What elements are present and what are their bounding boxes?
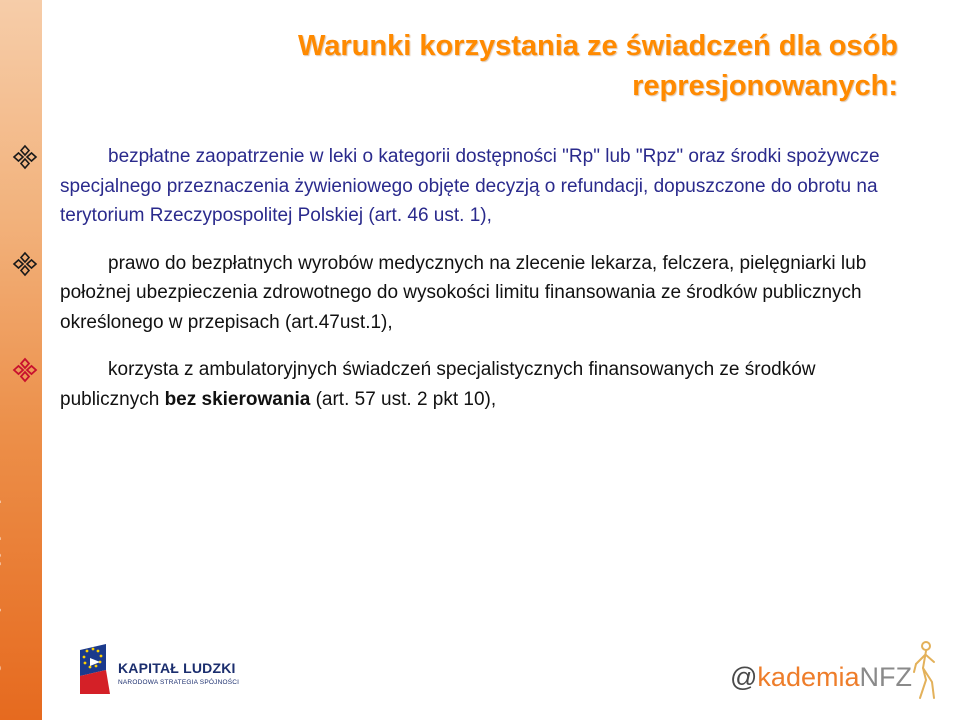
kapital-ludzki-logo bbox=[76, 642, 266, 696]
four-diamond-bullet-icon bbox=[12, 144, 38, 170]
bullet-item-1 bbox=[60, 142, 920, 231]
page-title bbox=[198, 26, 898, 106]
bullet-1-text: bezpłatne zaopatrzenie w leki o kategorii dostępności "Rp" lub "Rpz" oraz środki spożywcze specjalnego przeznaczenia żywieniowego objęte decyzją o refundacji, dopuszczone do obrotu na terytorium Rzeczypospolitej Polskiej (art. 46 ust. 1), bbox=[60, 146, 880, 226]
kapital-ludzki-subtitle: NARODOWA STRATEGIA SPÓJNOŚCI bbox=[118, 679, 240, 686]
bullet-3-text-after: (art. 57 ust. 2 pkt 10), bbox=[310, 388, 497, 410]
akademia-nfz-text bbox=[730, 662, 912, 693]
akademia-at-sign: @ bbox=[730, 662, 758, 692]
four-diamond-bullet-icon bbox=[12, 357, 38, 383]
bullet-item-2 bbox=[60, 249, 920, 338]
bullet-3-text-bold: bez skierowania bbox=[164, 388, 311, 410]
bullet-item-3 bbox=[60, 355, 920, 414]
akademia-nfz-logo bbox=[720, 640, 950, 706]
nfz-word: NFZ bbox=[859, 662, 912, 692]
bullet-list bbox=[60, 142, 920, 432]
title-line-1: Warunki korzystania ze świadczeń dla osób bbox=[297, 30, 898, 62]
akademia-word: kademia bbox=[757, 662, 860, 692]
eu-flag-stars-icon bbox=[76, 642, 114, 696]
bullet-3-text-before: korzysta z ambulatoryjnych świadczeń specjalistycznych finansowanych ze środków publicznych bbox=[60, 359, 816, 410]
bullet-2-text: prawo do bezpłatnych wyrobów medycznych na zlecenie lekarza, felczera, pielęgniarki lub położnej ubezpieczenia zdrowotnego do wysokości limitu finansowania ze środków publicznych określonego w przepisach (art.47ust.1), bbox=[60, 252, 867, 333]
walking-figure-icon bbox=[906, 640, 942, 702]
title-line-2: represjonowanych: bbox=[632, 70, 898, 102]
four-diamond-bullet-icon bbox=[12, 251, 38, 277]
kapital-ludzki-title: KAPITAŁ LUDZKI bbox=[118, 660, 236, 676]
side-banner-text bbox=[0, 408, 2, 702]
